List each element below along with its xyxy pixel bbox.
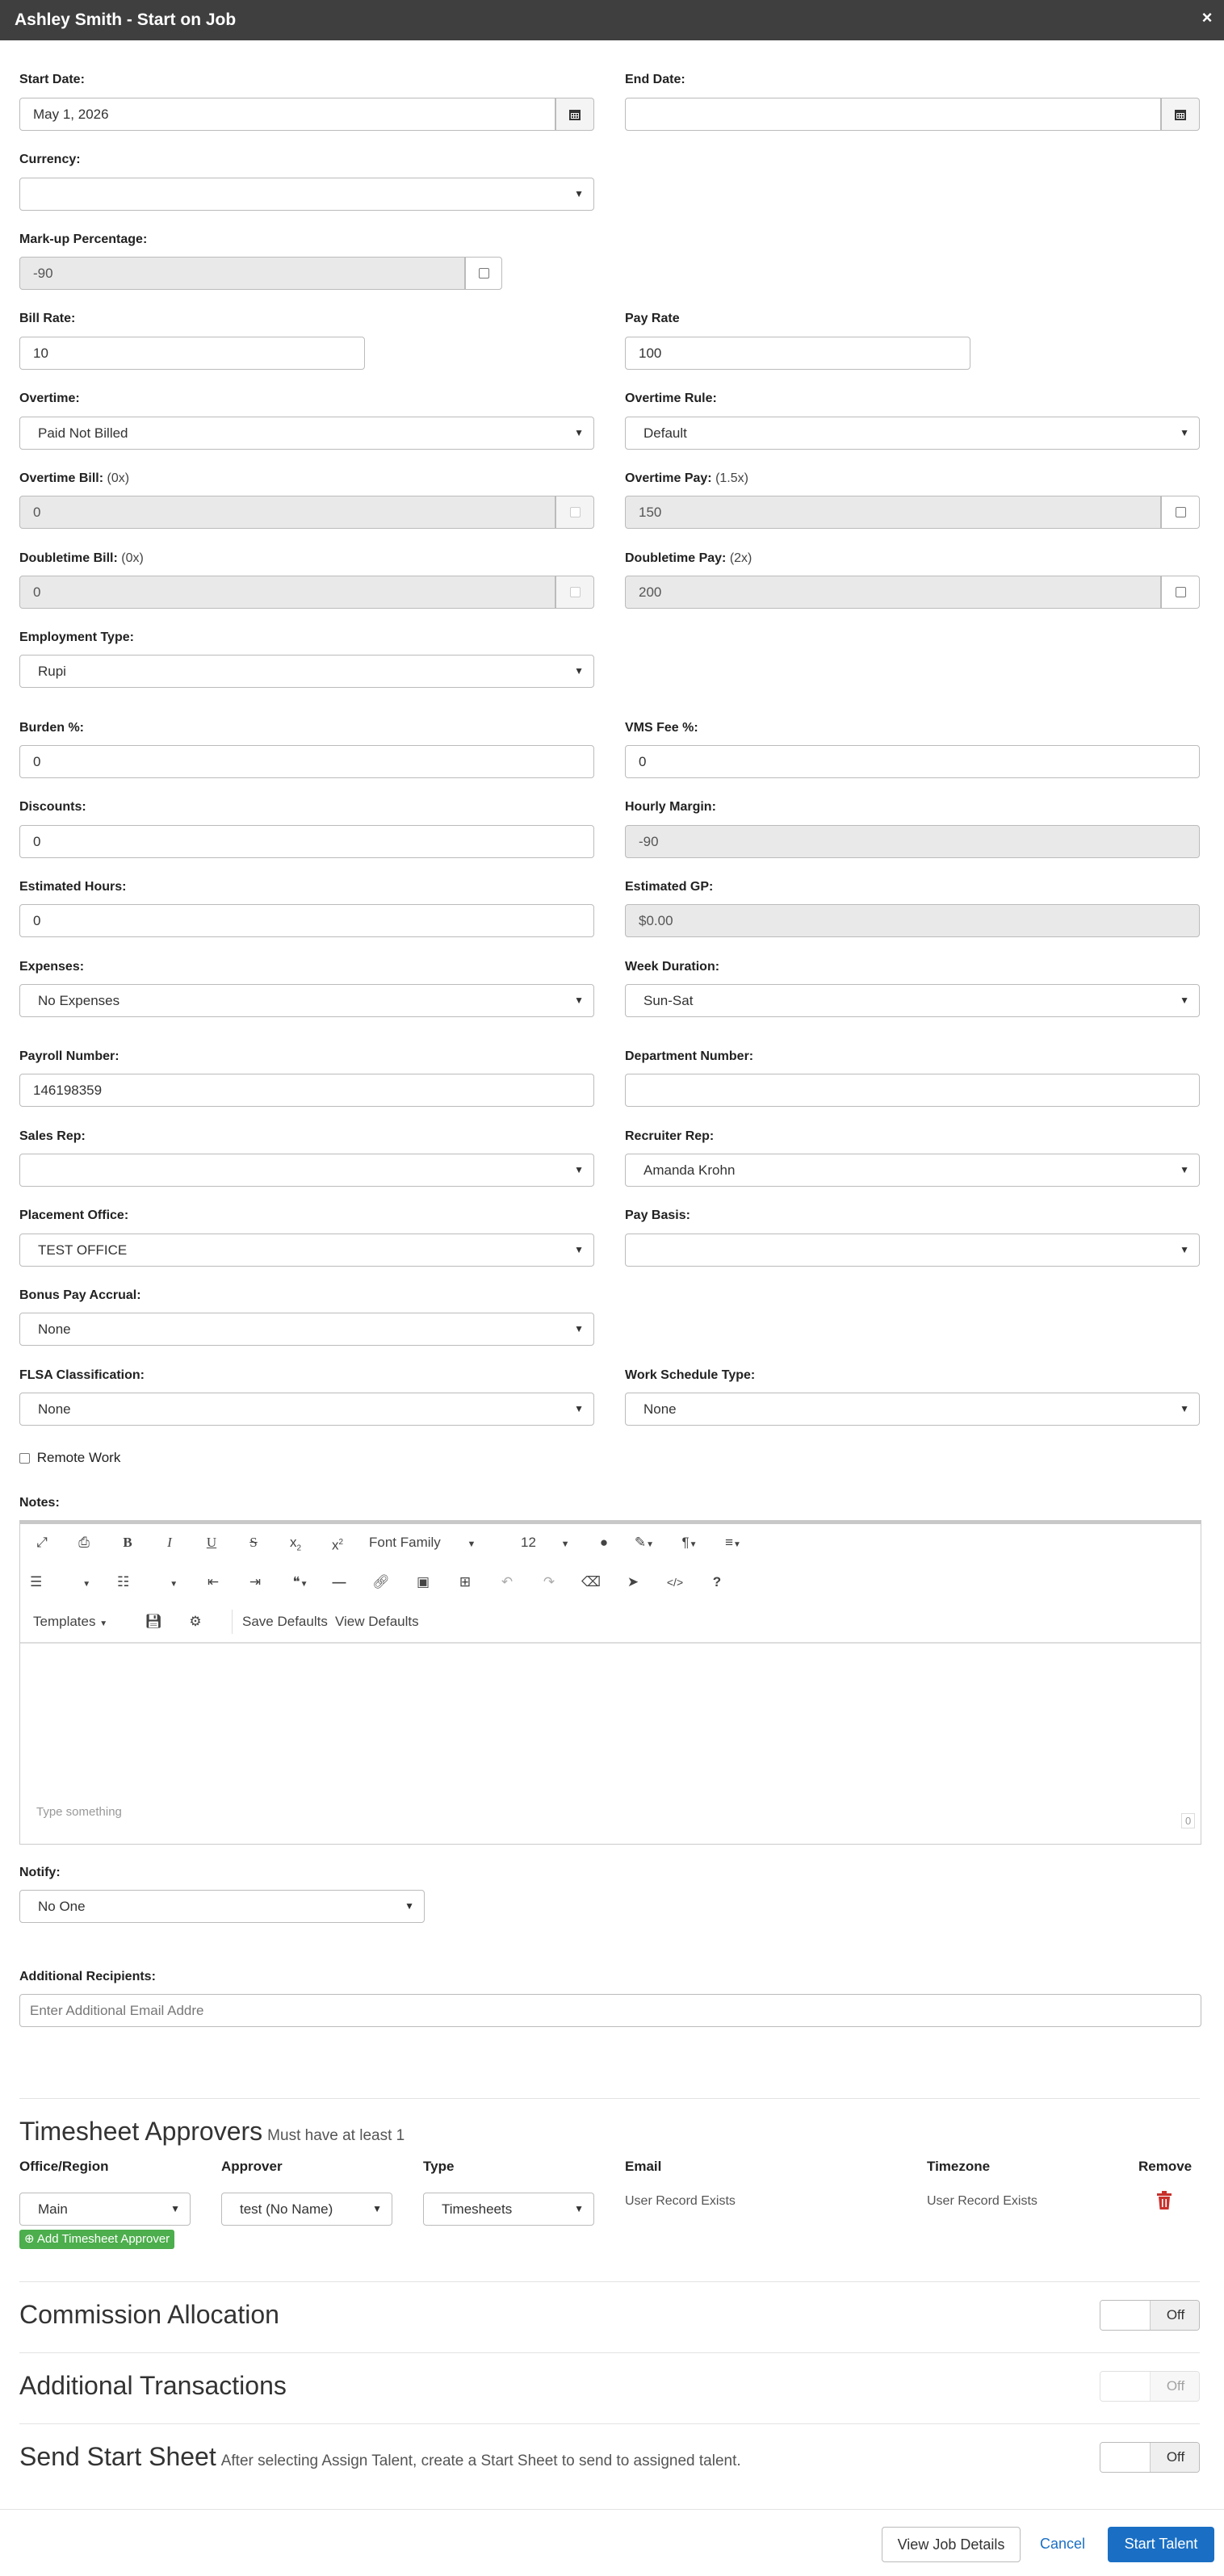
col-remove: Remove [1138, 2159, 1193, 2174]
end-date-label: End Date: [625, 73, 685, 86]
bold-icon[interactable]: B [123, 1535, 132, 1550]
approver-office-select[interactable]: Main ▼ [19, 2193, 191, 2226]
flsa-select[interactable]: None ▼ [19, 1393, 594, 1426]
overtime-rule-label: Overtime Rule: [625, 392, 717, 405]
currency-label: Currency: [19, 153, 81, 166]
end-date-calendar-button[interactable] [1161, 98, 1200, 131]
save-defaults-button[interactable]: Save Defaults [232, 1610, 332, 1634]
additional-transactions-heading: Additional Transactions [19, 2371, 287, 2400]
paragraph-icon[interactable]: ¶▼ [681, 1535, 698, 1550]
notes-editor [19, 1520, 1201, 1845]
overtime-bill-label: Overtime Bill: (0x) [19, 471, 130, 485]
eraser-icon[interactable]: ⌫ [581, 1574, 602, 1590]
templates-dropdown[interactable]: Templates ▼ [33, 1614, 108, 1629]
expenses-select[interactable]: No Expenses ▼ [19, 984, 594, 1017]
fullscreen-icon[interactable]: ⤢ [36, 1535, 48, 1550]
vms-fee-label: VMS Fee %: [625, 721, 698, 735]
doubletime-bill-checkbox [570, 587, 581, 597]
calendar-icon [1174, 108, 1187, 121]
department-number-input[interactable] [625, 1074, 1200, 1107]
unordered-list-icon[interactable]: ☷ ▼ [117, 1574, 178, 1590]
chevron-down-icon: ▼ [1180, 427, 1189, 438]
discounts-label: Discounts: [19, 800, 86, 814]
estimated-gp-input: $0.00 [625, 904, 1200, 937]
chevron-down-icon: ▼ [574, 1403, 584, 1414]
timesheet-approvers-subtitle: Must have at least 1 [267, 2127, 405, 2144]
overtime-bill-checkbox [570, 507, 581, 517]
work-schedule-select[interactable]: None ▼ [625, 1393, 1200, 1426]
flsa-label: FLSA Classification: [19, 1368, 145, 1382]
chevron-down-icon: ▼ [574, 1244, 584, 1255]
remote-work-row[interactable] [19, 1450, 120, 1466]
indent-icon[interactable]: ⇥ [249, 1574, 262, 1590]
code-view-icon[interactable]: </> [666, 1576, 684, 1589]
hourly-margin-input: -90 [625, 825, 1200, 858]
recruiter-rep-select[interactable]: Amanda Krohn ▼ [625, 1154, 1200, 1187]
overtime-pay-checkbox[interactable] [1176, 507, 1186, 517]
highlight-icon[interactable]: ✎▼ [634, 1535, 655, 1550]
commission-allocation-toggle[interactable]: Off [1100, 2300, 1200, 2331]
send-start-sheet-toggle[interactable]: Off [1100, 2442, 1200, 2473]
doubletime-bill-checkbox-addon [555, 576, 594, 609]
chevron-down-icon: ▼ [574, 1323, 584, 1334]
undo-icon[interactable]: ↶ [501, 1574, 513, 1590]
overtime-label: Overtime: [19, 392, 80, 405]
plus-circle-icon: ⊕ [24, 2232, 35, 2246]
superscript-icon[interactable]: $x^2$ [331, 1537, 344, 1553]
cancel-button[interactable]: Cancel [1039, 2536, 1086, 2552]
start-date-input[interactable]: May 1, 2026 [19, 98, 555, 131]
markup-checkbox[interactable] [479, 268, 489, 279]
estimated-hours-label: Estimated Hours: [19, 880, 127, 894]
bonus-pay-accrual-label: Bonus Pay Accrual: [19, 1288, 141, 1302]
notes-editable-area[interactable] [20, 1644, 1201, 1841]
remote-work-checkbox[interactable] [19, 1453, 30, 1464]
send-start-sheet-heading: Send Start Sheet After selecting Assign Talent, create a Start Sheet to send to assigned talent. [19, 2442, 741, 2471]
pay-basis-select[interactable] [625, 1234, 1200, 1267]
outdent-icon[interactable]: ⇤ [207, 1574, 220, 1590]
footer-divider [0, 2509, 1224, 2510]
overtime-pay-checkbox-addon[interactable] [1161, 496, 1200, 529]
align-icon[interactable]: ≡▼ [725, 1535, 741, 1550]
approver-type-select[interactable]: Timesheets ▼ [423, 2193, 594, 2226]
font-size-dropdown[interactable]: 12 ▼ [521, 1535, 570, 1550]
chevron-down-icon: ▼ [372, 2203, 382, 2214]
notes-char-count: 0 [1181, 1813, 1195, 1828]
col-office-region: Office/Region [19, 2159, 109, 2174]
timesheet-approvers-heading: Timesheet Approvers Must have at least 1 [19, 2117, 405, 2146]
chevron-down-icon: ▼ [574, 665, 584, 676]
overtime-bill-checkbox-addon [555, 496, 594, 529]
employment-type-label: Employment Type: [19, 630, 134, 644]
doubletime-pay-input: 200 [625, 576, 1161, 609]
pay-rate-label: Pay Rate [625, 312, 680, 325]
doubletime-bill-input: 0 [19, 576, 555, 609]
view-job-details-button[interactable]: View Job Details [882, 2527, 1021, 2562]
calendar-icon [568, 108, 581, 121]
doubletime-pay-label: Doubletime Pay: (2x) [625, 551, 752, 565]
image-icon[interactable]: ▣ [416, 1574, 430, 1590]
pay-rate-input[interactable]: 100 [625, 337, 970, 370]
dialog-title: Ashley Smith - Start on Job [15, 10, 237, 29]
week-duration-select[interactable]: Sun-Sat ▼ [625, 984, 1200, 1017]
remote-work-label: Remote Work [36, 1450, 121, 1465]
print-icon[interactable]: ⎙ [78, 1535, 90, 1550]
table-icon[interactable]: ⊞ [459, 1574, 472, 1590]
additional-transactions-toggle: Off [1100, 2371, 1200, 2402]
additional-recipients-input[interactable]: Enter Additional Email Addre [19, 1994, 1201, 2027]
approver-email: User Record Exists [625, 2194, 736, 2208]
chevron-down-icon: ▼ [1180, 1164, 1189, 1175]
bill-rate-label: Bill Rate: [19, 312, 76, 325]
section-divider [19, 2098, 1200, 2099]
pay-basis-label: Pay Basis: [625, 1208, 690, 1222]
recruiter-rep-label: Recruiter Rep: [625, 1129, 715, 1143]
burden-input[interactable]: 0 [19, 745, 594, 778]
notify-label: Notify: [19, 1866, 61, 1879]
notes-placeholder: Type something [36, 1805, 122, 1819]
sales-rep-select[interactable] [19, 1154, 594, 1187]
chevron-down-icon: ▼ [405, 1900, 414, 1912]
pointer-icon[interactable]: ➤ [627, 1574, 639, 1590]
payroll-number-label: Payroll Number: [19, 1049, 119, 1063]
send-start-sheet-subtitle: After selecting Assign Talent, create a Start Sheet to send to assigned talent. [220, 2452, 741, 2469]
chevron-down-icon: ▼ [574, 427, 584, 438]
underline-icon[interactable]: U [206, 1535, 217, 1550]
section-divider [19, 2281, 1200, 2282]
col-email: Email [625, 2159, 662, 2174]
vms-fee-input[interactable]: 0 [625, 745, 1200, 778]
redo-icon[interactable]: ↷ [543, 1574, 555, 1590]
close-icon[interactable]: × [1201, 7, 1213, 27]
end-date-input[interactable] [625, 98, 1161, 131]
trash-icon [1156, 2191, 1172, 2210]
work-schedule-label: Work Schedule Type: [625, 1368, 756, 1382]
chevron-down-icon: ▼ [170, 2203, 180, 2214]
start-talent-button[interactable]: Start Talent [1108, 2527, 1214, 2562]
section-divider [19, 2352, 1200, 2353]
view-defaults-button[interactable]: View Defaults [335, 1614, 419, 1629]
employment-type-select[interactable]: Rupi ▼ [19, 655, 594, 688]
chevron-down-icon: ▼ [574, 188, 584, 199]
overtime-rule-select[interactable]: Default ▼ [625, 417, 1200, 450]
col-type: Type [423, 2159, 455, 2174]
placement-office-select[interactable]: TEST OFFICE ▼ [19, 1234, 594, 1267]
markup-checkbox-addon[interactable] [465, 257, 502, 290]
notes-label: Notes: [19, 1496, 60, 1510]
currency-select[interactable] [19, 178, 594, 211]
overtime-pay-label: Overtime Pay: (1.5x) [625, 471, 748, 485]
remove-approver-button[interactable] [1156, 2191, 1174, 2212]
sales-rep-label: Sales Rep: [19, 1129, 86, 1143]
col-approver: Approver [221, 2159, 283, 2174]
start-date-label: Start Date: [19, 73, 85, 86]
save-icon[interactable]: 💾︎ [145, 1614, 162, 1629]
markup-label: Mark-up Percentage: [19, 232, 148, 246]
chevron-down-icon: ▼ [574, 995, 584, 1006]
doubletime-pay-checkbox-addon[interactable] [1161, 576, 1200, 609]
doubletime-pay-checkbox[interactable] [1176, 587, 1186, 597]
placement-office-label: Placement Office: [19, 1208, 129, 1222]
estimated-gp-label: Estimated GP: [625, 880, 714, 894]
estimated-hours-input[interactable]: 0 [19, 904, 594, 937]
overtime-pay-input: 150 [625, 496, 1161, 529]
approver-timezone: User Record Exists [927, 2194, 1037, 2208]
italic-icon[interactable]: I [167, 1535, 172, 1550]
horizontal-rule-icon[interactable]: — [332, 1574, 346, 1590]
strikethrough-icon[interactable]: S [249, 1535, 258, 1550]
ordered-list-icon[interactable]: ☰ ▼ [30, 1574, 91, 1590]
color-icon[interactable]: ● [599, 1535, 609, 1550]
markup-input: -90 [19, 257, 465, 290]
approver-select[interactable]: test (No Name) ▼ [221, 2193, 392, 2226]
chevron-down-icon: ▼ [574, 1164, 584, 1175]
expenses-label: Expenses: [19, 960, 85, 974]
week-duration-label: Week Duration: [625, 960, 720, 974]
hourly-margin-label: Hourly Margin: [625, 800, 716, 814]
link-icon[interactable]: 🔗︎ [372, 1574, 390, 1590]
commission-allocation-heading: Commission Allocation [19, 2300, 279, 2329]
section-divider [19, 2423, 1200, 2424]
doubletime-bill-label: Doubletime Bill: (0x) [19, 551, 144, 565]
font-family-dropdown[interactable]: Font Family ▼ [369, 1535, 476, 1550]
chevron-down-icon: ▼ [574, 2203, 584, 2214]
discounts-input[interactable]: 0 [19, 825, 594, 858]
bonus-pay-accrual-select[interactable]: None ▼ [19, 1313, 594, 1346]
gear-icon[interactable]: ⚙ [189, 1614, 202, 1629]
overtime-select[interactable]: Paid Not Billed ▼ [19, 417, 594, 450]
subscript-icon[interactable]: $x_2$ [289, 1535, 302, 1553]
blockquote-icon[interactable]: ❝▼ [292, 1574, 308, 1590]
additional-recipients-label: Additional Recipients: [19, 1970, 156, 1983]
help-icon[interactable]: ? [712, 1574, 722, 1590]
bill-rate-input[interactable]: 10 [19, 337, 365, 370]
department-number-label: Department Number: [625, 1049, 754, 1063]
chevron-down-icon: ▼ [1180, 1403, 1189, 1414]
chevron-down-icon: ▼ [1180, 995, 1189, 1006]
dialog-title-bar [0, 0, 1224, 40]
start-date-calendar-button[interactable] [555, 98, 594, 131]
overtime-bill-input: 0 [19, 496, 555, 529]
payroll-number-input[interactable]: 146198359 [19, 1074, 594, 1107]
add-timesheet-approver-button[interactable]: ⊕ Add Timesheet Approver [19, 2230, 174, 2249]
burden-label: Burden %: [19, 721, 84, 735]
notify-select[interactable]: No One ▼ [19, 1890, 425, 1923]
chevron-down-icon: ▼ [1180, 1244, 1189, 1255]
col-timezone: Timezone [927, 2159, 991, 2174]
